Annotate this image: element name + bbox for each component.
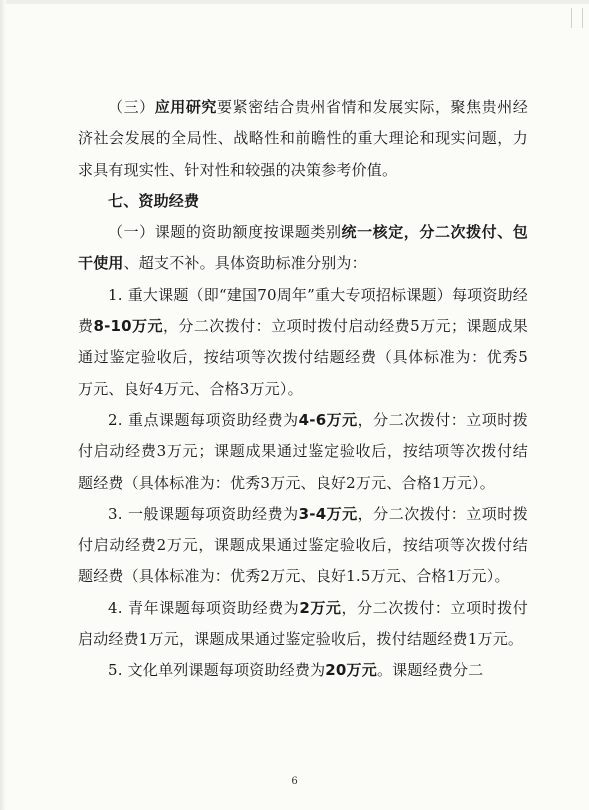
text-run: 、超支不补。具体资助标准分别为：: [123, 254, 367, 273]
text-run: ，分二次拨付：立项时拨付启动经费3万元；课题成果通过鉴定验收后，按结项等次拨付结题经费（具体标准为：优秀3万元、良好2万元、合格1万元）。: [78, 410, 528, 492]
page-number: 6: [291, 776, 298, 787]
text-run: 。课题经费分二: [376, 661, 484, 680]
emphasized-text: 2万元: [299, 598, 342, 617]
text-run: 3. 一般课题每项资助经费为: [108, 504, 299, 523]
text-run: （一）课题的资助额度按课题类别: [108, 223, 342, 242]
text-run: ，分二次拨付：立项时拨付启动经费5万元；课题成果通过鉴定验收后，按结项等次拨付结题经费（具体标准为：优秀5万元、良好4万元、合格3万元）。: [78, 317, 528, 398]
text-run: （三）: [108, 98, 155, 116]
scan-edge-left: [0, 0, 6, 810]
emphasized-text: 3-4万元: [298, 504, 358, 523]
paragraph: [78, 280, 528, 405]
text-run: ，分二次拨付：立项时拨付启动经费1万元，课题成果通过鉴定验收后，拨付结题经费1万元。: [78, 598, 528, 649]
emphasized-text: 4-6万元: [298, 410, 358, 429]
text-run: 要紧密结合贵州省情和发展实际，聚焦贵州经济社会发展的全局性、战略性和前瞻性的重大理论和现实问题，力求具有现实性、针对性和较强的决策参考价值。: [78, 98, 528, 179]
text-run: 4. 青年课题每项资助经费为: [108, 598, 300, 617]
scan-edge-top: [0, 0, 589, 4]
paragraph: [78, 655, 528, 686]
text-run: 5. 文化单列课题每项资助经费为: [108, 661, 326, 680]
text-run: ，分二次拨付：立项时拨付启动经费2万元，课题成果通过鉴定验收后，按结项等次拨付结题经费（具体标准为：优秀2万元、良好1.5万元、合格1万元）。: [78, 504, 528, 586]
emphasized-text: 8-10万元: [93, 317, 163, 336]
paragraph: [78, 92, 528, 186]
section-heading: [78, 186, 528, 217]
paragraph: [78, 217, 528, 280]
paragraph: [78, 499, 528, 593]
emphasized-text: 20万元: [325, 661, 377, 680]
paragraph: [78, 405, 528, 499]
text-run: 2. 重点课题每项资助经费为: [108, 410, 299, 429]
binding-mark: [571, 8, 583, 28]
emphasized-text: 统一核定，分二次拨付、包干使用: [78, 223, 528, 273]
paragraph: [78, 593, 528, 656]
document-body: [78, 92, 528, 687]
text-run: 七、资助经费: [108, 191, 200, 210]
emphasized-text: 应用研究: [154, 98, 217, 116]
text-run: 1. 重大课题（即“建国70周年”重大专项招标课题）每项资助经费: [78, 285, 528, 336]
